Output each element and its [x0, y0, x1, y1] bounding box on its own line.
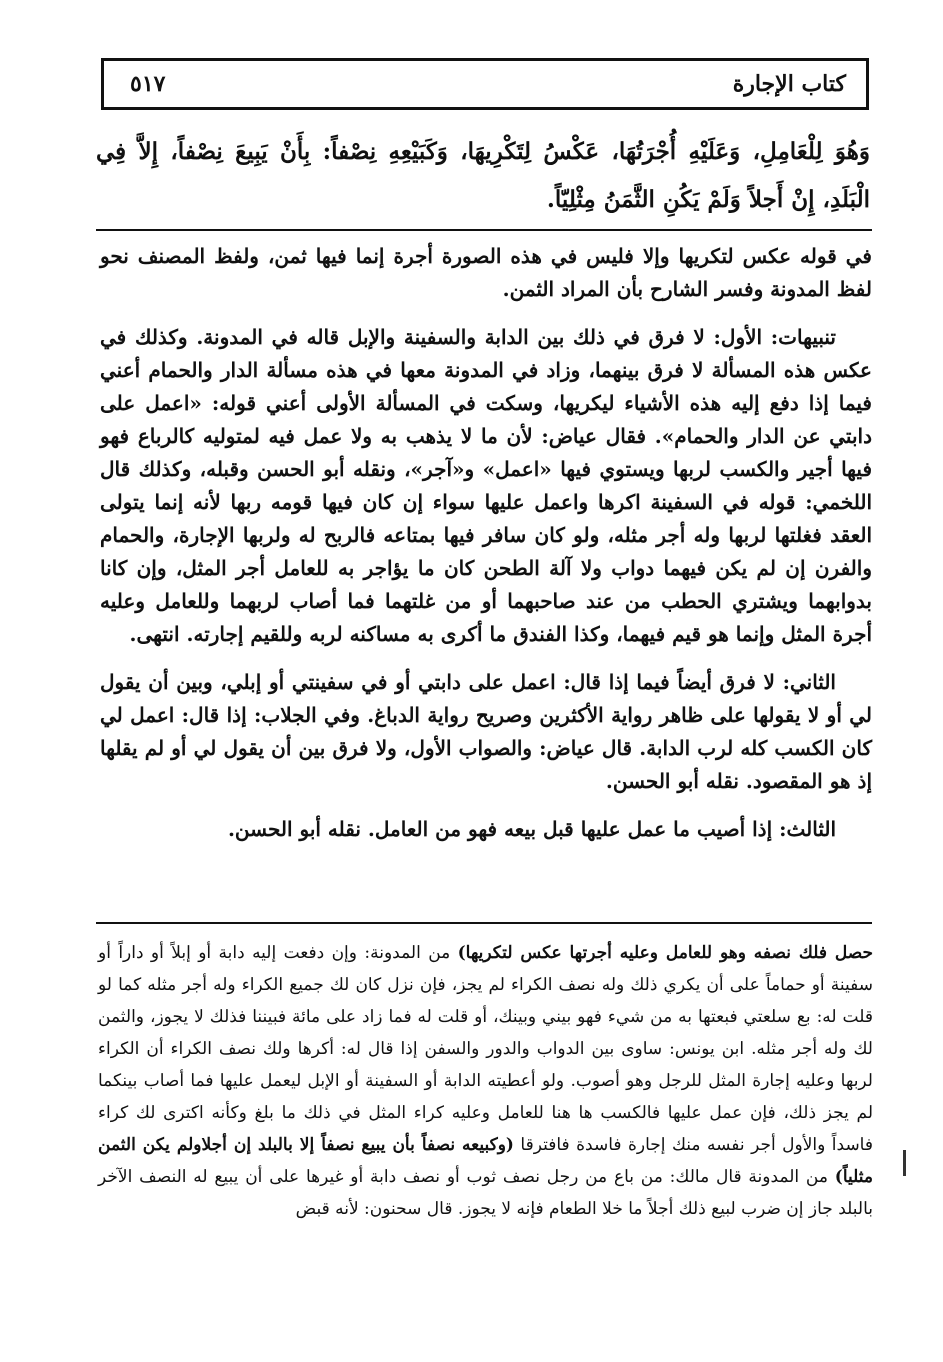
footnote-divider	[96, 922, 872, 924]
gloss-mid-heading: (وكبيعه نصفاً بأن يبيع نصفاً إلا بالبلد إن أجلاولم يكن الثمن مثلياً)	[98, 1135, 873, 1187]
commentary	[100, 240, 872, 861]
margin-mark	[903, 1150, 906, 1176]
gloss-text: من المدونة قال مالك: من باع من رجل نصف ثوب أو نصف دابة أو غيرها على أن يبيع له النصف الآخر بالبلد جاز إن ضرب لبيع ذلك أجلاً ما خلا الطعام فإنه لا يجوز. قال سحنون: لأنه قبض	[98, 1167, 873, 1219]
gloss-paragraph	[98, 937, 873, 1225]
matn-text: وَهُوَ لِلْعَامِلِ، وَعَلَيْهِ أُجْرَتُهَا، عَكْسُ لِتَكْرِيهَا، وَكَبَيْعِهِ نِصْفاً: بِأَنْ يَبِيعَ نِصْفاً، إِلاَّ فِي الْبَلَدِ، إِنْ أَجلاً وَلَمْ يَكُنِ الثَّمَنُ مِثْلِيّاً.	[96, 138, 870, 213]
gloss-lead-heading: حصل فلك نصفه وهو للعامل وعليه أجرتها عكس لتكريها)	[457, 943, 873, 963]
section-divider	[96, 229, 872, 231]
page-header	[101, 58, 869, 110]
marginal-gloss	[98, 937, 873, 1225]
commentary-paragraph: الثاني: لا فرق أيضاً فيما إذا قال: اعمل على دابتي أو في سفينتي أو إبلي، وبين أن يقول لي أو لا يقولها على ظاهر رواية الأكثرين وصريح رواية الدباغ. وفي الجلاب: إذا قال: اعمل لي كان الكسب كله لرب الدابة. قال عياض: والصواب الأول، ولا فرق بين أن يقول لي أو لم يقلها إذ هو المقصود. نقله أبو الحسن.	[100, 670, 872, 793]
commentary-paragraph: تنبيهات: الأول: لا فرق في ذلك بين الدابة والسفينة والإبل قاله في المدونة. وكذلك في عكس هذه المسألة لا فرق بينهما، وزاد في المدونة معها في هذه مسألة الدار والحمام أعني فيما إذا دفع إليه هذه الأشياء ليكريها، وسكت في المسألة الأولى أعني قوله: «اعمل على دابتي عن الدار والحمام». فقال عياض: لأن ما لا يذهب به ولا عمل فيه لمتوليه كالرباع فهو فيها أجير والكسب لربها ويستوي فيها «اعمل» و«آجر»، ونقله أبو الحسن وقبله، وكذلك قال اللخمي: قوله في السفينة اكرها واعمل عليها سواء إن كان فيها قومه ربها لأنه إنما يتولى العقد فغلتها لربها وله أجر مثله، ولو كان سافر فيها بمتاعه فالربح له ولربها الإجارة، والحمام والفرن إن لم يكن فيهما دواب ولا آلة الطحن كان ما يؤاجر به للعامل أجر المثل، وإن كانا بدوابهما ويشتري الحطب من عند صاحبهما أو من غلتهما فما أصاب لربهما وللعامل وعليه أجرة المثل وإنما هو قيم فيهما، وكذا الفندق ما أكرى به مساكنه لربه وللقيم إجارته. انتهى.	[100, 325, 872, 646]
commentary-paragraph: في قوله عكس لتكريها وإلا فليس في هذه الصورة أجرة إنما فيها ثمن، ولفظ المصنف نحو لفظ المدونة وفسر الشارح بأن المراد الثمن.	[100, 244, 872, 301]
gloss-text: من المدونة: وإن دفعت إليه دابة أو إبلاً أو داراً أو سفينة أو حماماً على أن يكري ذلك وله نصف الكراء لم يجز، فإن نزل كان لك جميع الكراء وله أجر مثله كما لو قلت له: بع سلعتي فبعتها به من شيء فهو بيني وبينك، أو قلت له فما زاد على مائة فبيننا فذلك لا يجوز، والثمن لك وله أجر مثله. ابن يونس: ساوى بين الدواب والدور والسفن إذا قال له: أكرها ولك نصف الكراء أن الكراء لربها وعليه إجارة المثل للرجل وهو أصوب. ولو أعطيته الدابة أو السفينة أو الإبل ليعمل عليها فما أصاب بينكما لم يجز ذلك، فإن عمل عليها فالكسب ها هنا للعامل وعليه كراء المثل في ذلك ما بلغ وكأنه اكترى لك كراء فاسداً والأول أجر نفسه منك إجارة فاسدة فافترقا	[98, 943, 873, 1155]
commentary-paragraph: الثالث: إذا أصيب ما عمل عليها قبل بيعه فهو من العامل. نقله أبو الحسن.	[227, 817, 836, 841]
page-number: ٥١٧	[130, 71, 166, 97]
book-title: كتاب الإجارة	[732, 71, 846, 97]
